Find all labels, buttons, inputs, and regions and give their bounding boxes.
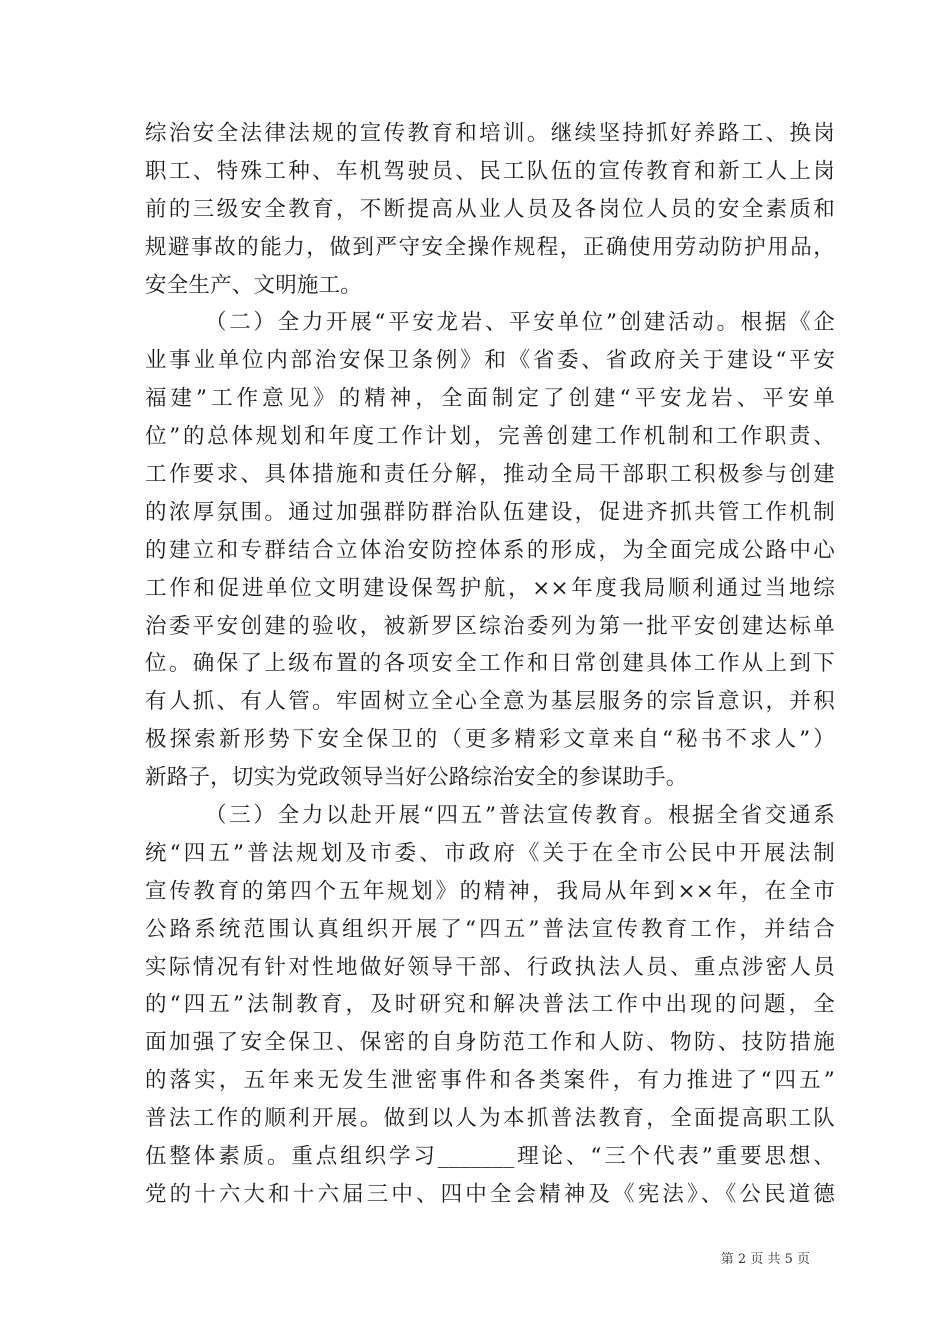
paragraph-heading-line: （三）全力以赴开展“四五”普法宣传教育。根据全省交通系 [205,803,835,829]
text-line: 的“四五”法制教育，及时研究和解决普法工作中出现的问题，全 [145,992,835,1018]
document-body [145,115,835,1214]
text-line: 业事业单位内部治安保卫条例》和《省委、省政府关于建设“平安 [145,348,835,374]
text-line: 的建立和专群结合立体治安防控体系的形成，为全面完成公路中心 [145,537,835,563]
text-line: 工作要求、具体措施和责任分解，推动全局干部职工积极参与创建 [145,462,835,488]
text-line: 前的三级安全教育，不断提高从业人员及各岗位人员的安全素质和 [145,196,835,222]
text-line: 的浓厚氛围。通过加强群防群治队伍建设，促进齐抓共管工作机制 [145,499,835,525]
text-line: 实际情况有针对性地做好领导干部、行政执法人员、重点涉密人员 [145,954,835,980]
text-line: 党的十六大和十六届三中、四中全会精神及《宪法》、《公民道德 [145,1181,835,1207]
text-line: 规避事故的能力，做到严守安全操作规程，正确使用劳动防护用品， [145,234,835,260]
text-line: 的落实，五年来无发生泄密事件和各类案件，有力推进了“四五” [145,1068,835,1094]
page-number: 第 2 页 共 5 页 [720,1252,810,1267]
text-line: 有人抓、有人管。牢固树立全心全意为基层服务的宗旨意识，并积 [145,689,835,715]
text-line: 安全生产、文明施工。 [145,272,363,298]
text-line: 综治安全法律法规的宣传教育和培训。继续坚持抓好养路工、换岗 [145,121,835,146]
text-line: 统“四五”普法规划及市委、市政府《关于在全市公民中开展法制 [145,840,835,866]
text-line: 面加强了安全保卫、保密的自身防范工作和人防、物防、技防措施 [145,1030,835,1056]
text-line: 极探索新形势下安全保卫的（更多精彩文章来自“秘书不求人”） [145,727,835,753]
text-line: 普法工作的顺利开展。做到以人为本抓普法教育，全面提高职工队 [145,1106,835,1132]
text-line: 位”的总体规划和年度工作计划，完善创建工作机制和工作职责、 [145,424,835,450]
text-line: 治委平安创建的验收，被新罗区综治委列为第一批平安创建达标单 [145,613,835,639]
text-line: 工作和促进单位文明建设保驾护航，××年度我局顺利通过当地综 [145,575,835,601]
text-line: 伍整体素质。重点组织学习_______理论、“三个代表”重要思想、 [145,1144,835,1170]
text-line: 新路子，切实为党政领导当好公路综治安全的参谋助手。 [145,765,688,791]
paragraph-heading-line: （二）全力开展“平安龙岩、平安单位”创建活动。根据《企 [205,310,835,336]
text-line: 位。确保了上级布置的各项安全工作和日常创建具体工作从上到下 [145,651,835,677]
text-line: 宣传教育的第四个五年规划》的精神，我局从年到××年，在全市 [145,878,835,904]
text-line: 职工、特殊工种、车机驾驶员、民工队伍的宣传教育和新工人上岗 [145,158,835,184]
text-line: 福建”工作意见》的精神，全面制定了创建“平安龙岩、平安单 [145,386,835,412]
text-line: 公路系统范围认真组织开展了“四五”普法宣传教育工作，并结合 [145,916,835,942]
